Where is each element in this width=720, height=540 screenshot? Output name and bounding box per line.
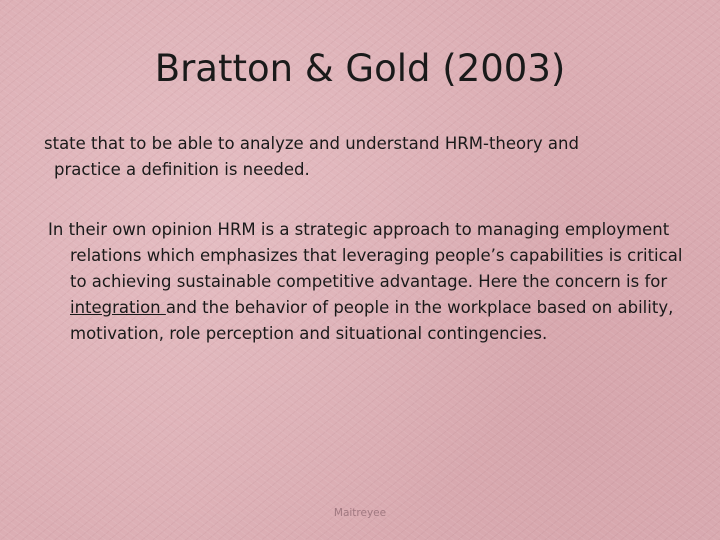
intro-line-2: practice a definition is needed. [54,160,310,179]
opinion-paragraph [48,217,700,347]
underlined-term: integration [70,298,166,317]
intro-paragraph [44,131,664,183]
intro-line-1: state that to be able to analyze and understand HRM-theory and [44,134,579,153]
footer-author: Maitreyee [333,507,387,519]
opinion-text-end: and the behavior of people in the workplace based on ability, motivation, role perception and situational contingencies. [70,298,674,343]
slide-title: Bratton & Gold (2003) [154,47,566,90]
opinion-text-start: In their own opinion HRM is a strategic approach to managing employment relations which emphasizes that leveraging people’s capabilities is critical to achieving sustainable competitive advantage. Here the concern is for [48,220,683,291]
